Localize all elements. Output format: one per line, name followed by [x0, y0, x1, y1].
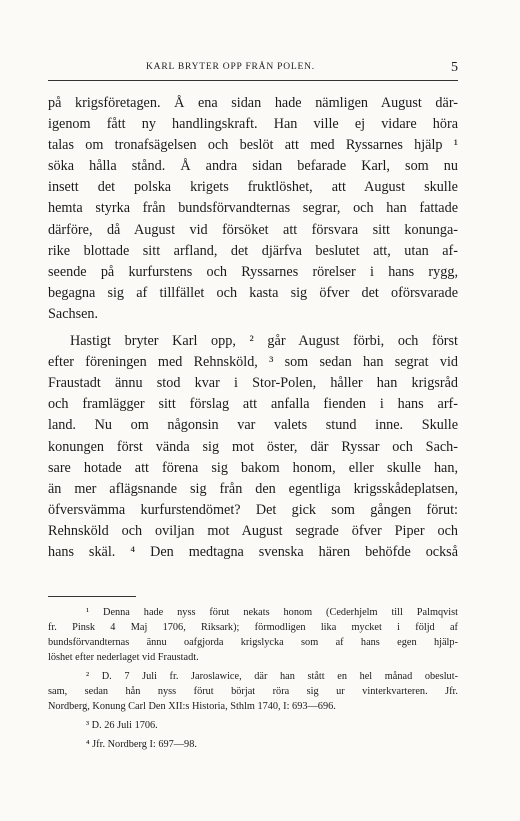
body-line: öfversvämma kurfurstendömet? Det gick som gången förut: — [48, 501, 458, 518]
footnote-line: ² D. 7 Juli fr. Jaroslawice, där han stått en hel månad obeslut- — [86, 671, 458, 682]
running-head: KARL BRYTER OPP FRÅN POLEN. — [146, 62, 315, 72]
header-rule — [48, 80, 458, 81]
page-number: 5 — [451, 60, 458, 75]
body-line: land. Nu om någonsin var valets stund inne. Skulle — [48, 417, 458, 434]
body-line: och framlägger sitt förslag att anfalla fienden i hans arf- — [48, 396, 458, 413]
body-line: hans skäl. ⁴ Den medtagna svenska hären behöfde också — [48, 543, 458, 560]
body-line: Rehnsköld och oviljan mot August segrade öfver Piper och — [48, 522, 458, 539]
body-line: på krigsföretagen. Å ena sidan hade nämligen August där- — [48, 95, 458, 111]
body-line: Hastigt bryter Karl opp, ² går August förbi, och först — [70, 333, 458, 350]
body-line: Sachsen. — [48, 305, 99, 322]
footnote-line: Nordberg, Konung Carl Den XII:s Historia, Sthlm 1740, I: 693—696. — [48, 701, 336, 712]
footnote-line: bundsförvandternas ännu oafgjorda krigslycka som af hans egen hjälp- — [48, 637, 458, 648]
footnote-rule — [48, 596, 136, 597]
footnote-line: löshet efter nederlaget vid Fraustadt. — [48, 652, 199, 663]
body-line: söka hålla stånd. Å andra sidan befarade Karl, som nu — [48, 158, 458, 175]
body-line: igenom fått ny handlingskraft. Han ville ej vidare höra — [48, 116, 458, 133]
body-line: därföre, då August vid försöket att försvara sitt konunga- — [48, 221, 458, 238]
body-line: talas om tronafsägelsen och beslöt att med Ryssarnes hjälp ¹ — [48, 137, 458, 154]
body-line: än mer aflägsnande sig från den egentliga krigsskådeplatsen, — [48, 480, 458, 497]
body-line: konungen först vända sig mot öster, där Ryssar och Sach- — [48, 438, 458, 455]
body-line: rike blottade sitt arfland, det djärfva beslutet att, utan af- — [48, 242, 458, 259]
body-line: sare hotade att förena sig bakom honom, eller skulle han, — [48, 459, 458, 476]
footnote-line: ⁴ Jfr. Nordberg I: 697—98. — [86, 739, 197, 750]
body-text — [48, 93, 458, 563]
body-line: insett det polska krigets fruktlöshet, att August skulle — [48, 179, 458, 196]
footnote-line: ¹ Denna hade nyss förut nekats honom (Cederhjelm till Palmqvist — [86, 607, 458, 618]
body-line: Fraustadt ännu stod kvar i Stor-Polen, håller han krigsråd — [48, 375, 458, 392]
body-line: efter föreningen med Rehnsköld, ³ som sedan han segrat vid — [48, 354, 458, 371]
body-line: begagna sig af tillfället och kasta sig öfver det oförsvarade — [48, 284, 458, 301]
footnotes — [48, 605, 458, 752]
body-line: hemta styrka från bundsförvandternas segrar, och han fattade — [48, 200, 458, 217]
footnote-line: sam, sedan hån nyss förut börjat röra sig ur vinterkvarteren. Jfr. — [48, 686, 458, 697]
footnote-line: fr. Pinsk 4 Maj 1706, Riksark); förmodligen lika mycket i följd af — [48, 622, 458, 633]
body-line: seende på kurfurstens och Ryssarnes rörelser i hans rygg, — [48, 263, 458, 280]
page-header — [48, 62, 458, 78]
footnote-line: ³ D. 26 Juli 1706. — [86, 720, 158, 731]
